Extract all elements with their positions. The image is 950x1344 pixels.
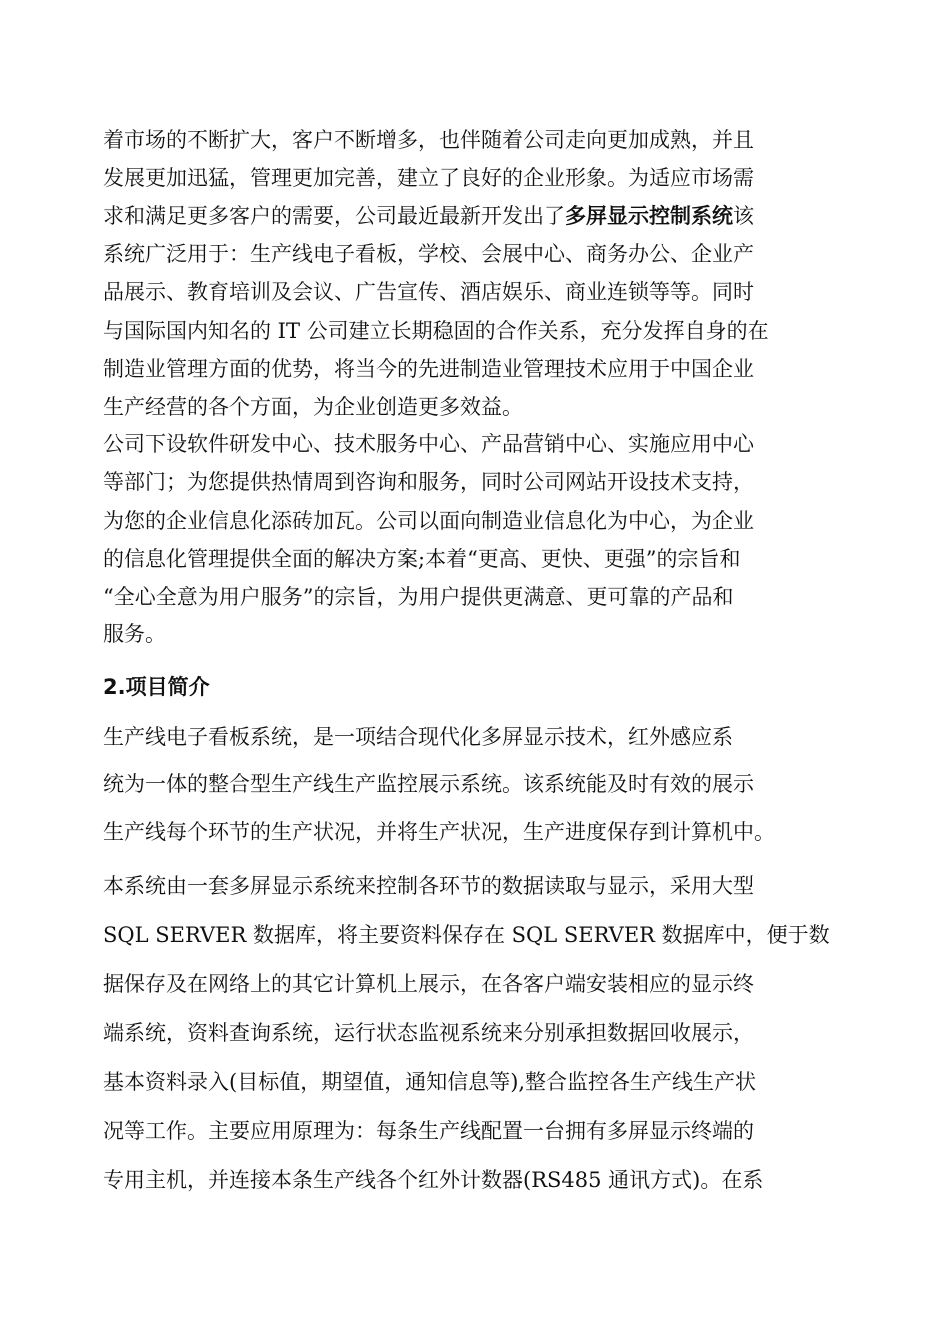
- intro-line-5: 品展示、教育培训及会议、广告宣传、酒店娱乐、商业连锁等等。同时: [103, 280, 754, 304]
- departments-line-4: 的信息化管理提供全面的解决方案;本着“更高、更快、更强”的宗旨和: [103, 547, 741, 571]
- section2-line-5: SQL SERVER 数据库，将主要资料保存在 SQL SERVER 数据库中，便于数: [103, 923, 830, 947]
- departments-line-5: “全心全意为用户服务”的宗旨，为用户提供更满意、更可靠的产品和: [103, 585, 734, 609]
- section2-line-6: 据保存及在网络上的其它计算机上展示，在各客户端安装相应的显示终: [103, 972, 754, 996]
- departments-line-1: 公司下设软件研发中心、技术服务中心、产品营销中心、实施应用中心: [103, 432, 754, 456]
- intro-line-7: 制造业管理方面的优势，将当今的先进制造业管理技术应用于中国企业: [103, 357, 754, 381]
- intro-line-3-text-before: 求和满足更多客户的需要，公司最近最新开发出了: [103, 204, 565, 228]
- section2-line-1: 生产线电子看板系统，是一项结合现代化多屏显示技术，红外感应系: [103, 725, 733, 749]
- intro-line-8: 生产经营的各个方面，为企业创造更多效益。: [103, 395, 523, 419]
- section2-line-10: 专用主机，并连接本条生产线各个红外计数器(RS485 通讯方式)。在系: [103, 1168, 764, 1192]
- intro-line-1: 着市场的不断扩大，客户不断增多，也伴随着公司走向更加成熟，并且: [103, 128, 754, 152]
- section2-line-9: 况等工作。主要应用原理为：每条生产线配置一台拥有多屏显示终端的: [103, 1119, 754, 1143]
- section2-line-8: 基本资料录入(目标值，期望值，通知信息等),整合监控各生产线生产状: [103, 1070, 757, 1094]
- section2-line-4: 本系统由一套多屏显示系统来控制各环节的数据读取与显示，采用大型: [103, 874, 754, 898]
- departments-line-2: 等部门；为您提供热情周到咨询和服务，同时公司网站开设技术支持，: [103, 470, 754, 494]
- departments-line-3: 为您的企业信息化添砖加瓦。公司以面向制造业信息化为中心，为企业: [103, 509, 754, 533]
- intro-line-3: [103, 203, 754, 229]
- departments-line-6: 服务。: [103, 622, 166, 646]
- section-heading: 2.项目简介: [103, 675, 210, 699]
- intro-line-3-text-after: 该: [733, 204, 754, 228]
- product-name-bold: 多屏显示控制系统: [565, 204, 733, 228]
- section2-line-2: 统为一体的整合型生产线生产监控展示系统。该系统能及时有效的展示: [103, 772, 754, 796]
- section2-line-7: 端系统，资料查询系统，运行状态监视系统来分别承担数据回收展示，: [103, 1021, 754, 1045]
- intro-line-2: 发展更加迅猛，管理更加完善，建立了良好的企业形象。为适应市场需: [103, 166, 754, 190]
- section2-line-3: 生产线每个环节的生产状况，并将生产状况，生产进度保存到计算机中。: [103, 820, 775, 844]
- intro-line-4: 系统广泛用于：生产线电子看板，学校、会展中心、商务办公、企业产: [103, 242, 754, 266]
- intro-line-6: 与国际国内知名的 IT 公司建立长期稳固的合作关系，充分发挥自身的在: [103, 319, 769, 343]
